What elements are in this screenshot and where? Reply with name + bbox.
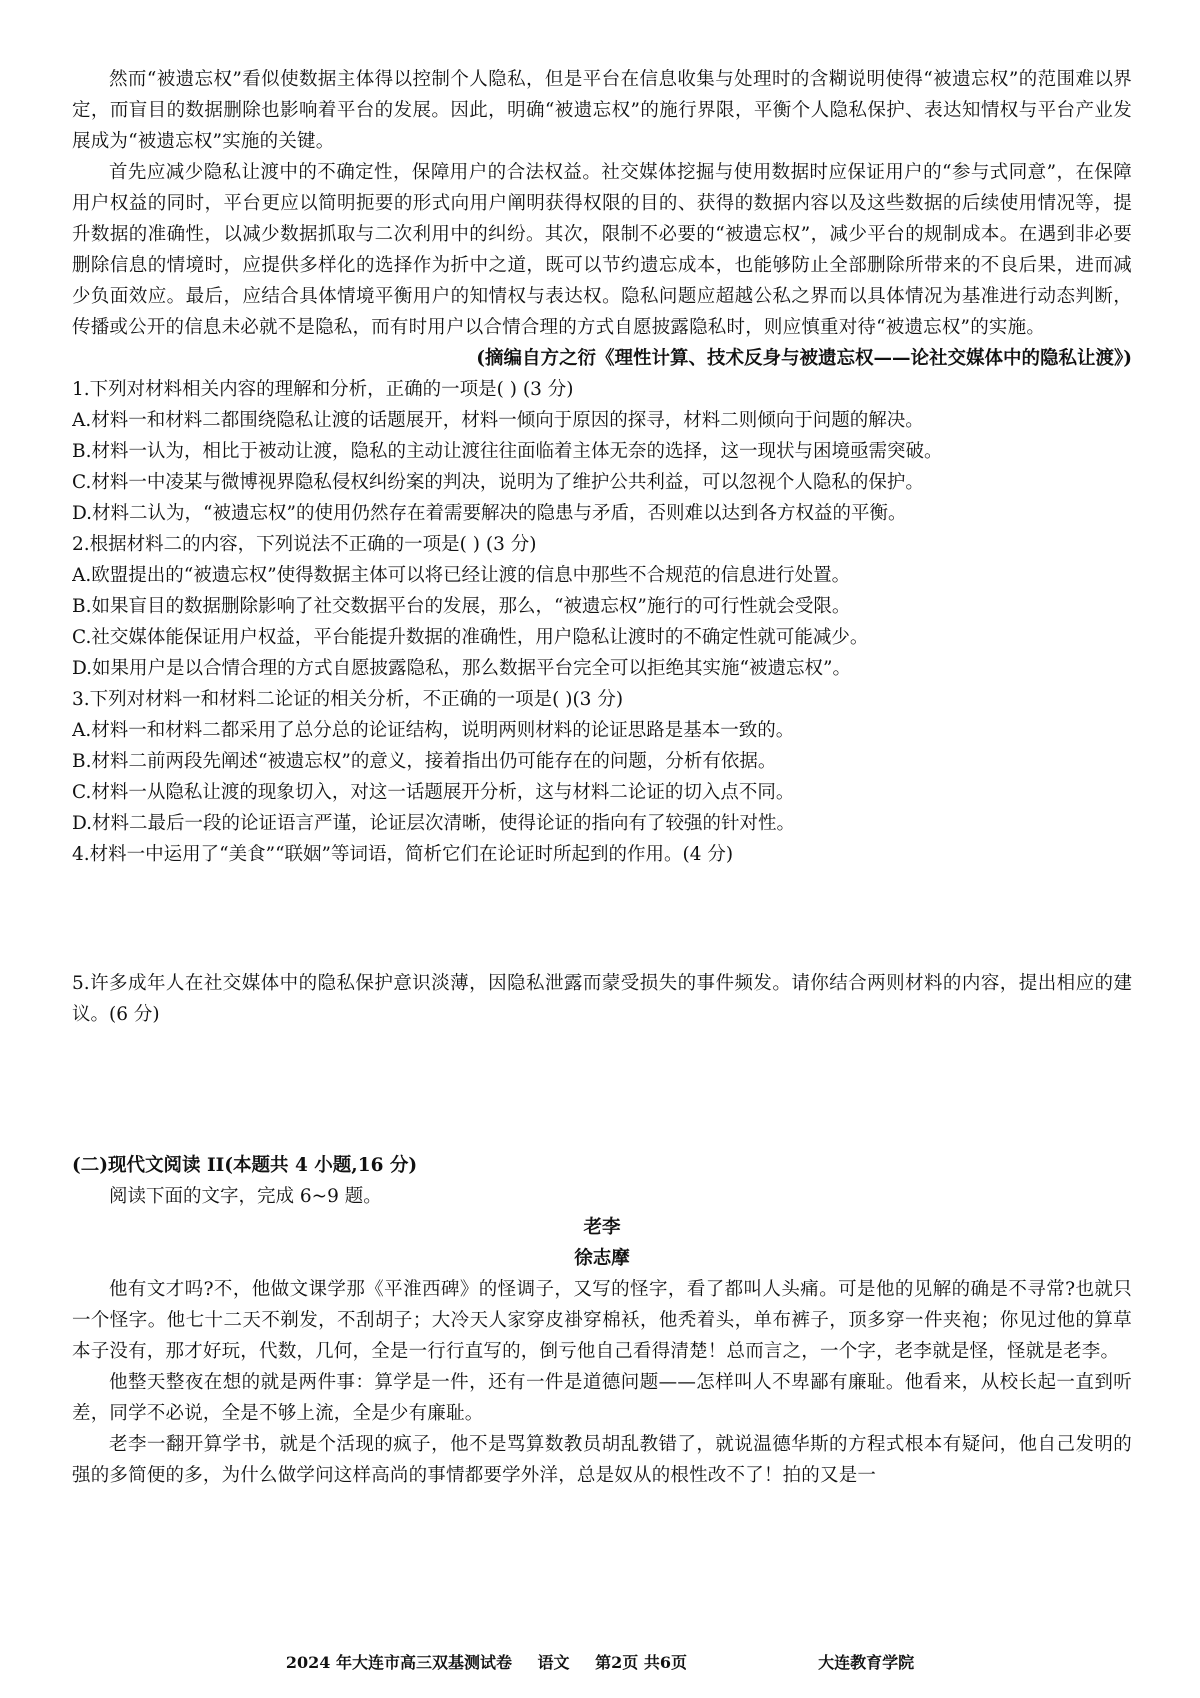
question-3-stem: 3.下列对材料一和材料二论证的相关分析，不正确的一项是( )(3 分) [72, 689, 624, 710]
question-2-option-b: B.如果盲目的数据删除影响了社交数据平台的发展，那么，“被遗忘权”施行的可行性就会受限。 [72, 596, 851, 617]
article-title: 老李 [583, 1217, 621, 1238]
footer-exam-name: 2024 年大连市高三双基测试卷 [285, 1653, 512, 1672]
material2-paragraph-2: 首先应减少隐私让渡中的不确定性，保障用户的合法权益。社交媒体挖掘与使用数据时应保证用户的“参与式同意”，在保障用户权益的同时，平台更应以简明扼要的形式向用户阐明获得权限的目的、获得的数据内容以及这些数据的后续使用情况等，提升数据的准确性，以减少数据抓取与二次利用中的纠纷。其次，限制不必要的“被遗忘权”，减少平台的规制成本。在遇到非必要删除信息的情境时，应提供多样化的选择作为折中之道，既可以节约遗忘成本，也能够防止全部删除所带来的不良后果，进而减少负面效应。最后，应结合具体情境平衡用户的知情权与表达权。隐私问题应超越公私之界而以具体情况为基准进行动态判断，传播或公开的信息未必就不是隐私，而有时用户以合情合理的方式自愿披露隐私时，则应慎重对待“被遗忘权”的实施。 [72, 162, 1132, 338]
section-2-title: (二)现代文阅读 II(本题共 4 小题,16 分) [72, 1155, 418, 1176]
question-2-stem: 2.根据材料二的内容，下列说法不正确的一项是( ) (3 分) [72, 534, 537, 555]
question-3-option-c: C.材料一从隐私让渡的现象切入，对这一话题展开分析，这与材料二论证的切入点不同。 [72, 782, 795, 803]
question-2-option-c: C.社交媒体能保证用户权益，平台能提升数据的准确性，用户隐私让渡时的不确定性就可能减少。 [72, 627, 869, 648]
exam-page [72, 64, 1132, 1491]
question-1-option-b: B.材料一认为，相比于被动让渡，隐私的主动让渡往往面临着主体无奈的选择，这一现状与困境亟需突破。 [72, 441, 943, 462]
section-2-instruction: 阅读下面的文字，完成 6~9 题。 [109, 1186, 382, 1207]
material2-paragraph-1: 然而“被遗忘权”看似使数据主体得以控制个人隐私，但是平台在信息收集与处理时的含糊说明使得“被遗忘权”的范围难以界定，而盲目的数据删除也影响着平台的发展。因此，明确“被遗忘权”的施行界限，平衡个人隐私保护、表达知情权与平台产业发展成为“被遗忘权”实施的关键。 [72, 69, 1132, 152]
question-2-option-a: A.欧盟提出的“被遗忘权”使得数据主体可以将已经让渡的信息中那些不合规范的信息进行处置。 [72, 565, 851, 586]
question-5-answer-space [72, 1030, 1132, 1150]
question-3-option-d: D.材料二最后一段的论证语言严谨，论证层次清晰，使得论证的指向有了较强的针对性。 [72, 813, 796, 834]
material2-source: (摘编自方之衍《理性计算、技术反身与被遗忘权——论社交媒体中的隐私让渡》) [476, 348, 1132, 369]
question-3-option-b: B.材料二前两段先阐述“被遗忘权”的意义，接着指出仍可能存在的问题，分析有依据。 [72, 751, 777, 772]
question-1-option-a: A.材料一和材料二都围绕隐私让渡的话题展开，材料一倾向于原因的探寻，材料二则倾向于问题的解决。 [72, 410, 924, 431]
article-author: 徐志摩 [574, 1248, 630, 1269]
article-paragraph-1: 他有文才吗?不，他做文课学那《平淮西碑》的怪调子，又写的怪字，看了都叫人头痛。可是他的见解的确是不寻常?也就只一个怪字。他七十二天不剃发，不刮胡子；大冷天人家穿皮褂穿棉袄，他秃着头，单布裤子，顶多穿一件夹袍；你见过他的算草本子没有，那才好玩，代数，几何，全是一行行直写的，倒亏他自己看得清楚！总而言之，一个字，老李就是怪，怪就是老李。 [72, 1279, 1132, 1362]
question-3-option-a: A.材料一和材料二都采用了总分总的论证结构，说明两则材料的论证思路是基本一致的。 [72, 720, 795, 741]
article-paragraph-2: 他整天整夜在想的就是两件事：算学是一件，还有一件是道德问题——怎样叫人不卑鄙有廉耻。他看来，从校长起一直到听差，同学不必说，全是不够上流，全是少有廉耻。 [72, 1372, 1132, 1424]
question-2-option-d: D.如果用户是以合情合理的方式自愿披露隐私，那么数据平台完全可以拒绝其实施“被遗忘权”。 [72, 658, 851, 679]
question-1-option-d: D.材料二认为，“被遗忘权”的使用仍然存在着需要解决的隐患与矛盾，否则难以达到各方权益的平衡。 [72, 503, 907, 524]
question-1-option-c: C.材料一中凌某与微博视界隐私侵权纠纷案的判决，说明为了维护公共利益，可以忽视个人隐私的保护。 [72, 472, 924, 493]
page-footer [0, 1650, 1200, 1673]
question-4-stem: 4.材料一中运用了“美食”“联姻”等词语，简析它们在论证时所起到的作用。(4 分) [72, 844, 734, 865]
article-paragraph-3: 老李一翻开算学书，就是个活现的疯子，他不是骂算数教员胡乱教错了，就说温德华斯的方程式根本有疑问，他自己发明的强的多简便的多，为什么做学问这样高尚的事情都要学外洋，总是奴从的根性改不了！拍的又是一 [72, 1434, 1132, 1486]
footer-page-number: 第2页 共6页 [595, 1653, 687, 1672]
footer-subject: 语文 [537, 1653, 570, 1672]
question-5-stem: 5.许多成年人在社交媒体中的隐私保护意识淡薄，因隐私泄露而蒙受损失的事件频发。请你结合两则材料的内容，提出相应的建议。(6 分) [72, 973, 1132, 1025]
question-1-stem: 1.下列对材料相关内容的理解和分析，正确的一项是( ) (3 分) [72, 379, 574, 400]
footer-organization: 大连教育学院 [818, 1653, 915, 1672]
question-4-answer-space [72, 870, 1132, 968]
